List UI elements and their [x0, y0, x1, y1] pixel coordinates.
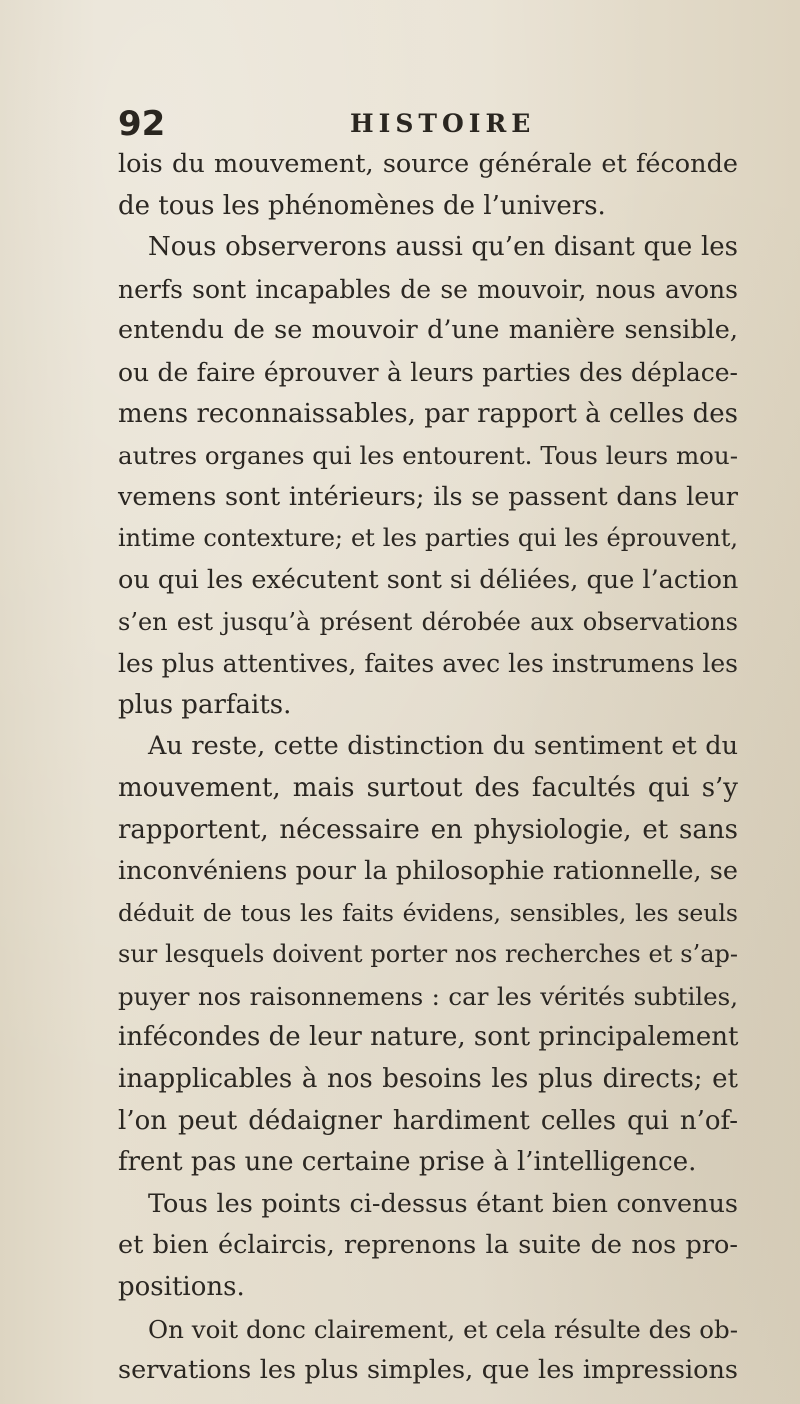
text-line: infécondes de leur nature, sont principalement	[118, 1022, 739, 1053]
text-line: mouvement, mais surtout des facultés qui s’y	[118, 772, 738, 803]
text-line: s’en est jusqu’à présent dérobée aux observations	[118, 607, 738, 636]
text-line: Tous les points ci-dessus étant bien convenus	[148, 1188, 738, 1219]
body-text	[118, 144, 738, 1392]
text-line: et bien éclaircis, reprenons la suite de nos pro-	[118, 1230, 738, 1261]
text-line: ou de faire éprouver à leurs parties des déplace-	[118, 357, 738, 387]
page-number: 92	[118, 104, 166, 144]
text-line: ou qui les exécutent sont si déliées, que l’action	[118, 564, 739, 595]
text-line: de tous les phénomènes de l’univers.	[118, 190, 606, 221]
text-line: Nous observerons aussi qu’en disant que les	[148, 232, 738, 263]
text-line: frent pas une certaine prise à l’intelligence.	[118, 1147, 697, 1178]
page-header	[118, 104, 758, 144]
text-line: puyer nos raisonnemens : car les vérités subtiles,	[118, 981, 738, 1011]
text-line: plus parfaits.	[118, 689, 292, 720]
text-line: positions.	[118, 1272, 245, 1303]
text-line: sur lesquels doivent porter nos recherches et s’ap-	[118, 940, 738, 969]
text-line: nerfs sont incapables de se mouvoir, nous avons	[118, 274, 738, 304]
text-line: entendu de se mouvoir d’une manière sensible,	[118, 315, 738, 346]
running-head: HISTOIRE	[350, 109, 536, 138]
text-line: autres organes qui les entourent. Tous leurs mou-	[118, 441, 738, 471]
text-line: Au reste, cette distinction du sentiment et du	[148, 731, 738, 762]
text-line: l’on peut dédaigner hardiment celles qui n’of-	[118, 1105, 738, 1136]
text-line: intime contexture; et les parties qui les éprouvent,	[118, 524, 738, 553]
text-line: servations les plus simples, que les impressions	[118, 1355, 738, 1386]
text-line: lois du mouvement, source générale et féconde	[118, 149, 738, 179]
text-line: mens reconnaissables, par rapport à celles des	[118, 398, 738, 429]
text-line: inapplicables à nos besoins les plus directs; et	[118, 1064, 738, 1095]
text-line: déduit de tous les faits évidens, sensibles, les seuls	[118, 898, 738, 927]
text-line: vemens sont intérieurs; ils se passent dans leur	[118, 481, 738, 512]
text-line: inconvéniens pour la philosophie rationnelle, se	[118, 856, 738, 887]
text-line: rapportent, nécessaire en physiologie, et sans	[118, 814, 738, 845]
text-line: On voit donc clairement, et cela résulte des ob-	[148, 1314, 738, 1344]
text-line: les plus attentives, faites avec les instrumens les	[118, 649, 738, 679]
